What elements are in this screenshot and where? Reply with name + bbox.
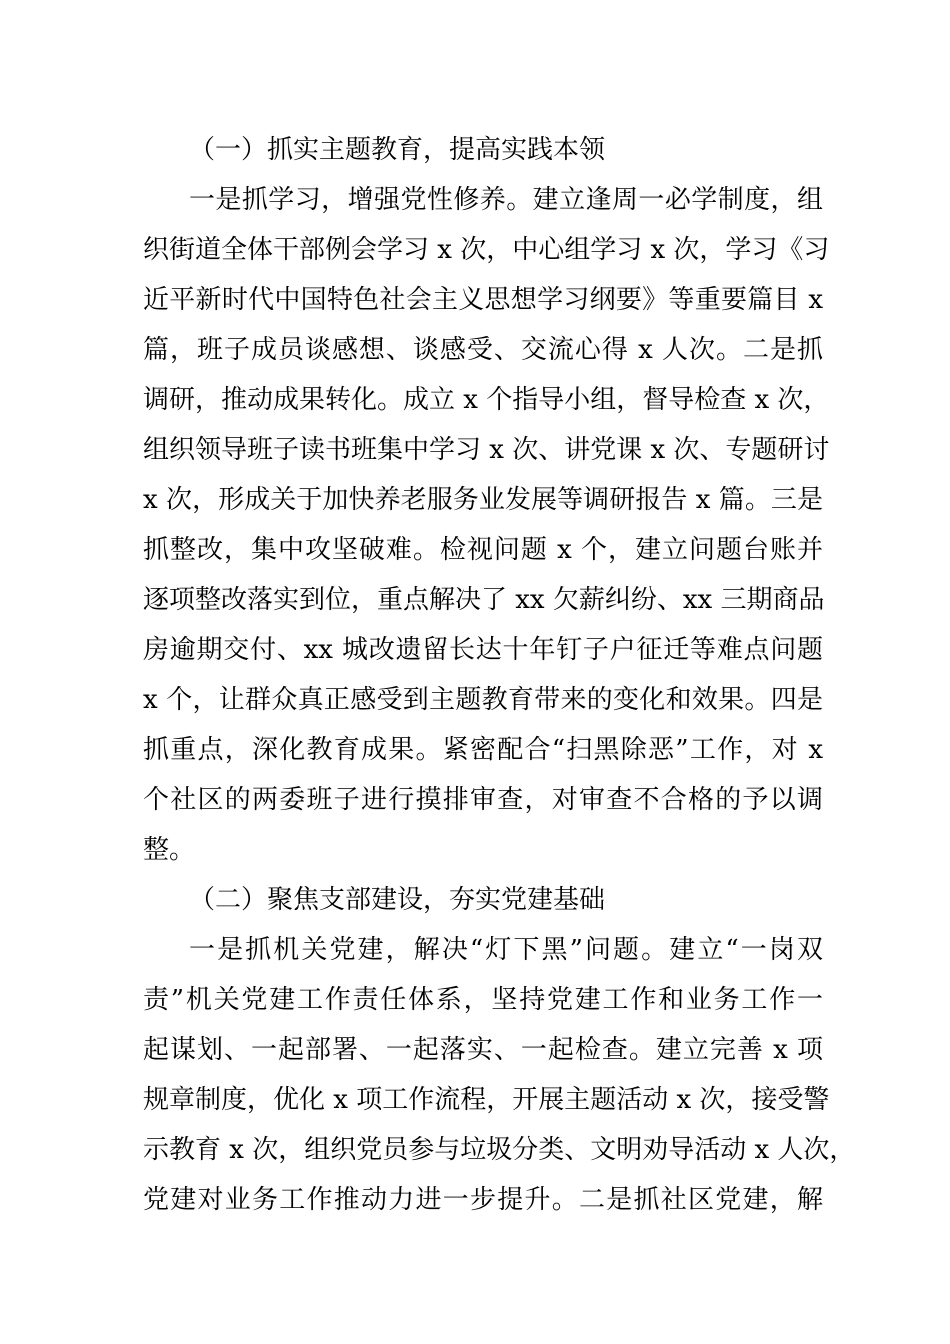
section-heading-1: （一）抓实主题教育，提高实践本领 — [189, 135, 606, 165]
paragraph-line: 房逾期交付、xx 城改遗留长达十年钉子户征迁等难点问题 — [143, 635, 823, 665]
paragraph-line: 抓整改，集中攻坚破难。检视问题 x 个，建立问题台账并 — [143, 535, 823, 565]
paragraph-line: 近平新时代中国特色社会主义思想学习纲要》等重要篇目 x — [143, 285, 823, 315]
paragraph-line: 党建对业务工作推动力进一步提升。二是抓社区党建，解 — [143, 1185, 823, 1215]
document-body — [143, 125, 856, 1225]
paragraph-line: 组织领导班子读书班集中学习 x 次、讲党课 x 次、专题研讨 — [143, 435, 830, 465]
paragraph-line: 责”机关党建工作责任体系，坚持党建工作和业务工作一 — [143, 985, 823, 1015]
paragraph-line: 起谋划、一起部署、一起落实、一起检查。建立完善 x 项 — [143, 1035, 823, 1065]
paragraph-line: x 个，让群众真正感受到主题教育带来的变化和效果。四是 — [143, 685, 823, 715]
paragraph-line: 一是抓机关党建，解决“灯下黑”问题。建立“一岗双 — [189, 935, 823, 965]
paragraph-line: 规章制度，优化 x 项工作流程，开展主题活动 x 次，接受警 — [143, 1085, 830, 1115]
section-paragraph-2 — [143, 925, 856, 1225]
paragraph-line: 调研，推动成果转化。成立 x 个指导小组，督导检查 x 次， — [143, 385, 830, 415]
paragraph-line: x 次，形成关于加快养老服务业发展等调研报告 x 篇。三是 — [143, 485, 823, 515]
section-heading-2: （二）聚焦支部建设，夯实党建基础 — [189, 885, 606, 915]
paragraph-line: 篇，班子成员谈感想、谈感受、交流心得 x 人次。二是抓 — [143, 335, 823, 365]
paragraph-line: 织街道全体干部例会学习 x 次，中心组学习 x 次，学习《习 — [143, 235, 830, 265]
paragraph-line: 抓重点，深化教育成果。紧密配合“扫黑除恶”工作，对 x — [143, 735, 823, 765]
paragraph-line: 一是抓学习，增强党性修养。建立逢周一必学制度，组 — [189, 185, 823, 215]
section-paragraph-1 — [143, 175, 830, 875]
paragraph-line: 整。 — [143, 835, 196, 865]
paragraph-line: 逐项整改落实到位，重点解决了 xx 欠薪纠纷、xx 三期商品 — [143, 585, 825, 615]
paragraph-line: 个社区的两委班子进行摸排审查，对审查不合格的予以调 — [143, 785, 823, 815]
paragraph-line: 示教育 x 次，组织党员参与垃圾分类、文明劝导活动 x 人次， — [143, 1135, 856, 1165]
